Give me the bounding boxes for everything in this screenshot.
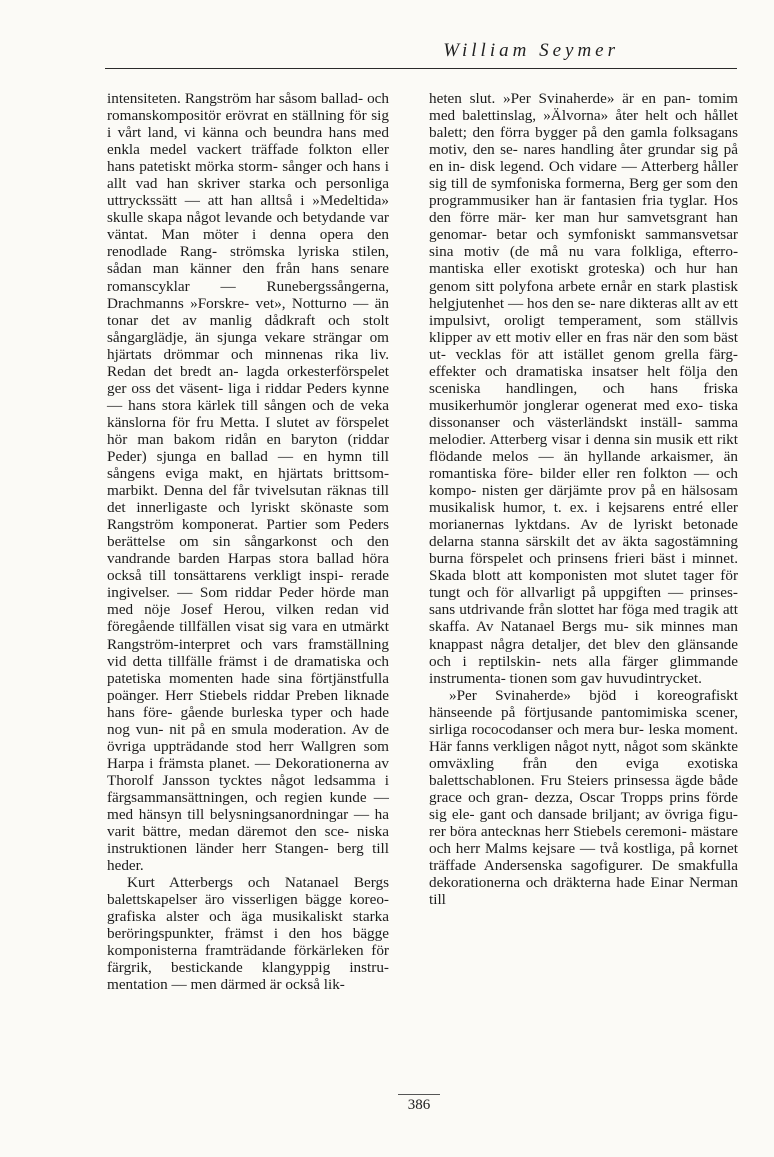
right-paragraph-1: heten slut. »Per Svinaherde» är en pan- tomim med balettinslag, »Älvorna» åter helt och hållet balett; den förra bygger på den gamla folksagans motiv, den se- nares handling åter grundar sig på en in- disk legend. Och vidare — Atterberg håller sig till de symfoniska formerna, Berg ger som den programmusiker han är fantasien fria tyglar. Hos den förre mär- ker man hur samvetsgrant han genomar- betar och symfoniskt sammansvetsar sina motiv (de må nu vara folkliga, efterro- mantiska eller exotiskt groteska) och hur han genom sitt polyfona arbete ernår en stark plastisk helgjutenhet — hos den se- nare dikteras allt av ett impulsivt, oroligt temperament, som ställvis klipper av ett motiv eller en fras när den som bäst ut- vecklas för att istället genom grella färg- effekter och dramatiska insatser helt följa den sceniska handlingen, och hans friska musikerhumör jonglerar ogenerat med exo- tiska dissonanser och västerländskt inställ- samma melodier. Atterberg visar i denna sin musik ett rikt flödande melos — än hyllande arkaismer, än romantiska före- bilder eller ren folkton — och kompo- nisten ger därjämte prov på en hälsosam musikalisk humor, t. ex. i kejsarens entré eller morianernas lyktdans. Av de lyriskt betonade delarna stanna särskilt det av äkta sagostämning burna förspelet och prinsens frieri bäst i minnet. Skada blott att komponisten mot slutet tager för tungt och för allvarligt på uppgiften — prinses- sans utdrivande från slottet har föga med tragik att skaffa. Av Natanael Bergs mu- sik minnes man knappast några detaljer, det blev den glänsande och i reptilskin- nets alla färger glimmande instrumenta- tionen som gav huvudintrycket. — [429, 90, 738, 687]
page-header — [105, 38, 737, 69]
right-column — [429, 90, 738, 908]
left-paragraph-2: Kurt Atterbergs och Natanael Bergs balettskapelser äro visserligen bägge koreo- grafiska alster och äga musikaliskt starka beröringspunkter, främst i den hos bägge komponisterna framträdande förkärleken för färgrik, bestickande klangyppig instru- mentation — men därmed är också lik- — [107, 874, 389, 994]
right-paragraph-2: »Per Svinaherde» bjöd i koreografiskt hänseende på förtjusande pantomimiska scener, sirliga rococodanser och mera bur- leska moment. Här fanns verkligen något nytt, något som skänkte omväxling från den eviga exotiska balettschablonen. Fru Steiers prinsessa ägde både grace och gran- dezza, Oscar Tropps prins förde sig ele- gant och dansade briljant; av övriga figu- rer böra antecknas herr Stiebels ceremoni- mästare och herr Malms kejsare — två kostliga, på kornet träffade Andersenska sagofigurer. De smakfulla dekorationerna och dräkterna hade Einar Nerman till — [429, 686, 738, 909]
running-title: William Seymer — [443, 40, 619, 61]
page-number: 386 — [398, 1094, 440, 1114]
left-paragraph-1: intensiteten. Rangström har såsom ballad- och romanskompositör erövrat en ställning för sig i vårt land, vi känna och beundra hans med enkla medel vackert träffade folkton eller hans patetiskt mörka storm- sånger och hans i allt vad han skriver starka och personliga uttryckssätt — att han alltså i »Medeltida» skulle skapa något levande och betydande var väntat. Man möter i denna opera den renodlade Rang- strömska lyriska stilen, sådan man känner den från hans senare romanscyklar — Runebergssångerna, Drachmanns »Forskre- vet», Notturno — än tonar det av manlig dådkraft och stolt sångarglädje, än sjunga vekare strängar om hjärtats drömmar och minnenas rika liv. Redan det bredt an- lagda orkesterförspelet ger oss det väsent- liga i riddar Peders kynne — hans stora kärlek till sången och de veka känslorna för fru Metta. I slutet av förspelet hör man bakom ridån en baryton (riddar Peder) sjunga en ballad — en hymn till sångens eviga makt, en hjärtats brittsom- marbikt. Denna del får tvivelsutan räknas till det innerligaste och lyriskt skönaste som Rangström komponerat. Partier som Peders berättelse om sin sångarkonst och den vandrande barden Harpas stora ballad höra också till tonsättarens verkligt inspi- rerade ingivelser. — Som riddar Peder hörde man med nöje Josef Herou, vilken redan vid föregående tillfällen visat sig vara en utmärkt Rangström-interpret och vars framställning vid detta tillfälle främst i de dramatiska och patetiska momenten hade sina förtjänstfulla poänger. Herr Stiebels riddar Preben liknade hans före- gående burleska typer och hade nog vun- nit på en smula moderation. Av de övriga uppträdande stod herr Wallgren som Harpa i främsta planet. — Dekorationerna av Thorolf Jansson tycktes något ledsamma i färgsammansättningen, och regien kunde — med hänsyn till belysningsanordningar — ha varit bättre, medan däremot den sce- niska instruktionen länder herr Stangen- berg till heder. — [107, 90, 389, 875]
left-column — [107, 90, 389, 993]
